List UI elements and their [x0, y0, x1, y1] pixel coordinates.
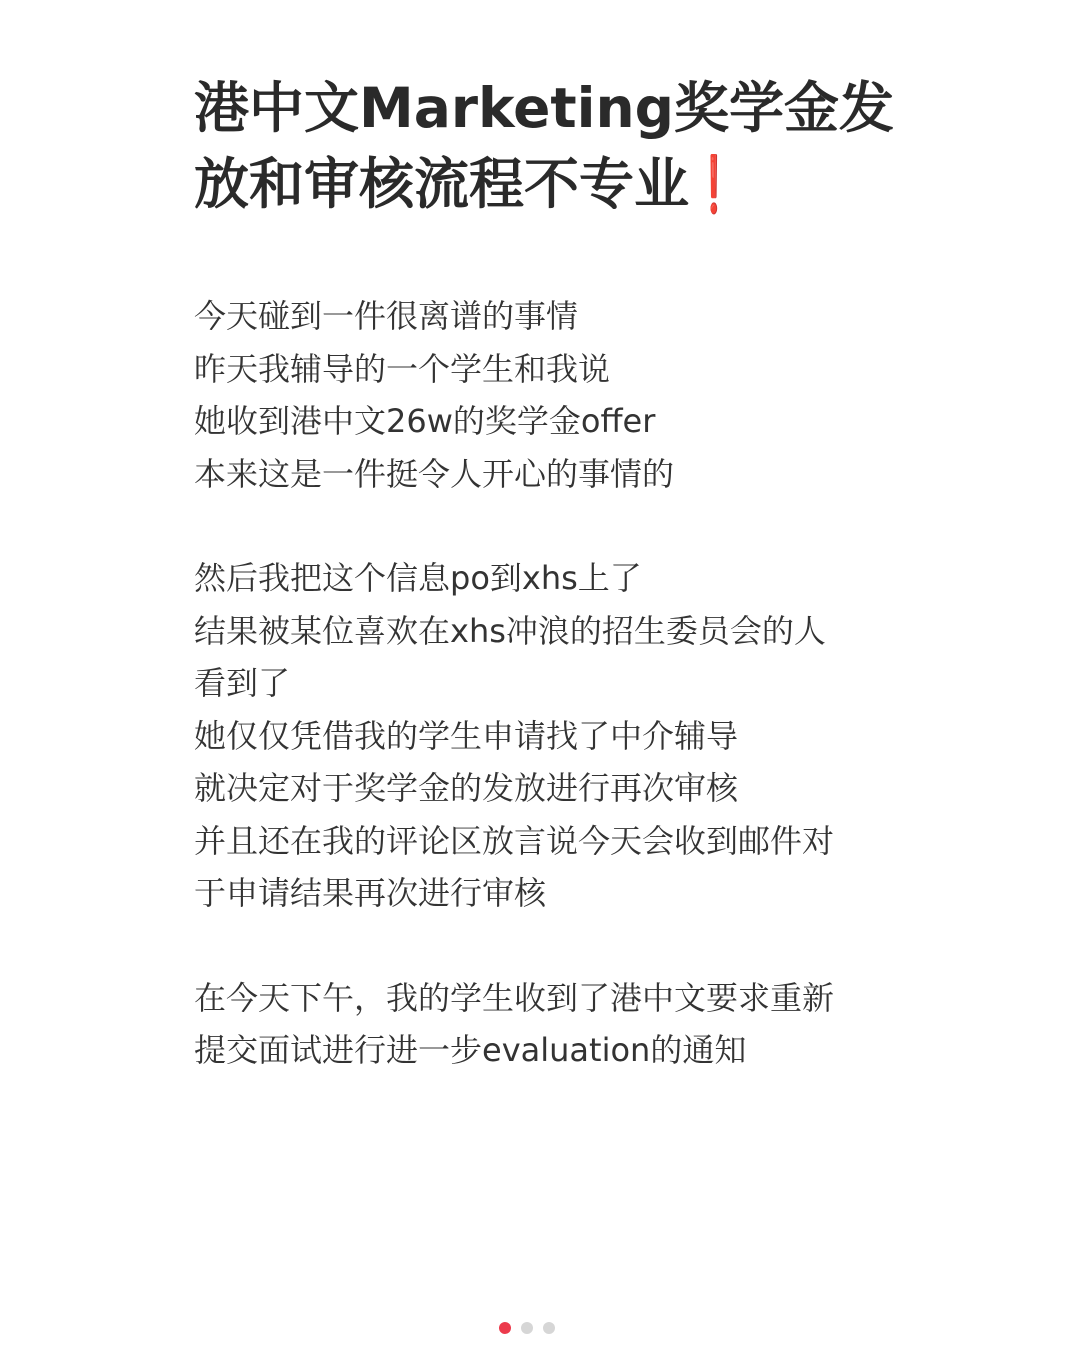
body-line: 结果被某位喜欢在xhs冲浪的招生委员会的人 — [194, 611, 826, 650]
carousel-indicator — [0, 1322, 1080, 1334]
post-title — [194, 70, 994, 222]
carousel-dot-3[interactable] — [543, 1322, 555, 1334]
paragraph-3 — [194, 972, 994, 1077]
body-line: 于申请结果再次进行审核 — [194, 874, 547, 912]
body-line: 本来这是一件挺令人开心的事情的 — [194, 454, 675, 493]
body-line: 提交面试进行进一步evaluation的通知 — [194, 1031, 747, 1069]
carousel-dot-2[interactable] — [521, 1322, 533, 1334]
body-line: 今天碰到一件很离谱的事情 — [194, 297, 579, 335]
body-line: 她收到港中文26w的奖学金offer — [194, 402, 656, 440]
body-line: 然后我把这个信息po到xhs上了 — [194, 559, 642, 597]
body-line: 昨天我辅导的一个学生和我说 — [194, 349, 611, 388]
body-line: 看到了 — [194, 664, 291, 702]
body-line: 在今天下午，我的学生收到了港中文要求重新 — [194, 978, 835, 1017]
exclamation-icon: ❗ — [695, 152, 733, 216]
body-line: 并且还在我的评论区放言说今天会收到邮件对 — [194, 821, 835, 860]
post-title-line-2-text: 放和审核流程不专业 — [194, 152, 690, 216]
paragraph-2 — [194, 552, 994, 920]
post-title-line-2 — [194, 146, 994, 222]
post-body — [194, 290, 994, 1077]
carousel-dot-1[interactable] — [499, 1322, 511, 1334]
body-line: 她仅仅凭借我的学生申请找了中介辅导 — [194, 716, 739, 755]
paragraph-1 — [194, 290, 994, 500]
post-title-line-1: 港中文Marketing奖学金发 — [194, 76, 895, 140]
body-line: 就决定对于奖学金的发放进行再次审核 — [194, 769, 739, 807]
post-content — [194, 70, 994, 1129]
